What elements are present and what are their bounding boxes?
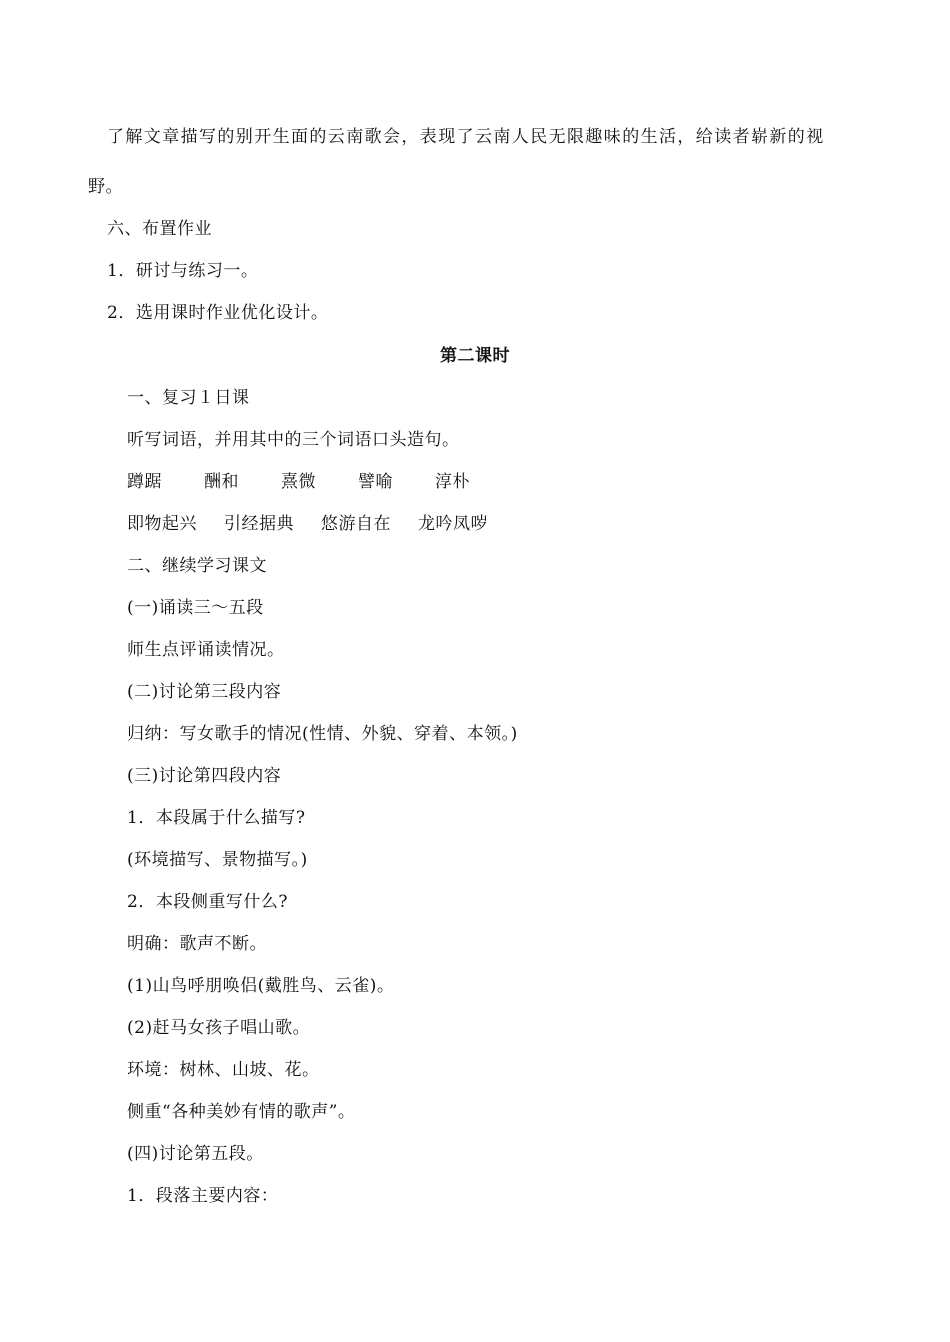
point-2: (2)赶马女孩子唱山歌。 <box>127 1018 311 1038</box>
homework-item-2: 2．选用课时作业优化设计。 <box>107 303 329 323</box>
focus-line: 侧重“各种美妙有情的歌声”。 <box>127 1102 356 1122</box>
environment-line: 环境：树林、山坡、花。 <box>127 1060 320 1080</box>
dictation-instruction: 听写词语，并用其中的三个词语口头造句。 <box>127 430 460 450</box>
intro-line-2: 野。 <box>88 177 123 197</box>
para4-question-1: 1．本段属于什么描写? <box>127 808 306 828</box>
para3-summary: 归纳：写女歌手的情况(性情、外貌、穿着、本领。) <box>127 724 518 744</box>
vocab-phrase: 即物起兴 <box>127 514 197 534</box>
vocab-word: 譬喻 <box>358 472 393 492</box>
section-recite: (一)诵读三～五段 <box>127 598 264 618</box>
continue-heading: 二、继续学习课文 <box>127 556 267 576</box>
homework-item-1: 1．研讨与练习一。 <box>107 261 259 281</box>
vocab-word: 蹲踞 <box>127 472 162 492</box>
section-para5: (四)讨论第五段。 <box>127 1144 264 1164</box>
para4-answer-1: (环境描写、景物描写。) <box>127 850 308 870</box>
vocab-phrase: 龙吟凤哕 <box>418 514 488 534</box>
lesson-title: 第二课时 <box>440 346 510 366</box>
vocab-row-1 <box>127 470 512 494</box>
vocab-word: 淳朴 <box>435 472 470 492</box>
homework-heading: 六、布置作业 <box>107 219 212 239</box>
para5-question-1: 1．段落主要内容： <box>127 1186 279 1206</box>
intro-line-1: 了解文章描写的别开生面的云南歌会，表现了云南人民无限趣味的生活，给读者崭新的视 <box>107 127 825 147</box>
vocab-phrase: 引经据典 <box>224 514 294 534</box>
vocab-word: 酬和 <box>204 472 239 492</box>
vocab-word: 熹微 <box>281 472 316 492</box>
review-heading: 一、复习１日课 <box>127 388 250 408</box>
vocab-row-2 <box>127 512 515 536</box>
vocab-phrase: 悠游自在 <box>321 514 391 534</box>
para4-answer-2: 明确：歌声不断。 <box>127 934 267 954</box>
section-para4: (三)讨论第四段内容 <box>127 766 282 786</box>
recite-comment: 师生点评诵读情况。 <box>127 640 285 660</box>
para4-question-2: 2．本段侧重写什么? <box>127 892 288 912</box>
section-para3: (二)讨论第三段内容 <box>127 682 282 702</box>
point-1: (1)山鸟呼朋唤侣(戴胜鸟、云雀)。 <box>127 976 395 996</box>
